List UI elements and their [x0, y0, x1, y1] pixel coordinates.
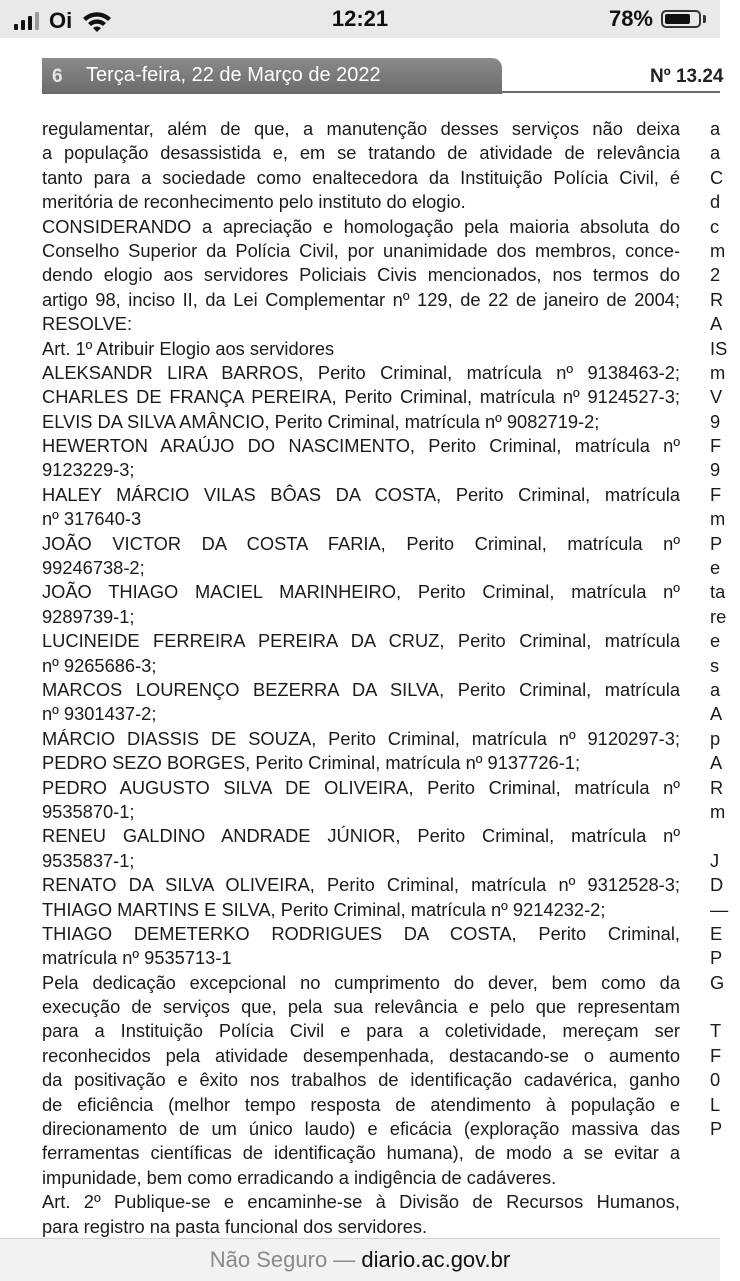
right-column-fragment: a: [710, 142, 721, 164]
right-column-fragment: R: [710, 776, 724, 798]
right-column-fragment: 9: [710, 459, 721, 481]
clock: 12:21: [331, 6, 389, 31]
right-column-fragment: P: [710, 532, 723, 554]
text-line: RESOLVE:: [42, 313, 133, 335]
main-text-column: [42, 117, 680, 1239]
page-number: 6: [52, 66, 63, 87]
right-column-fragment: 9: [710, 410, 721, 432]
url-domain: diario.ac.gov.br: [361, 1247, 511, 1272]
text-line: execução de serviços que, pela sua relevância e pelo que representam: [42, 996, 680, 1018]
right-column-fragment: m: [710, 508, 726, 530]
text-line: PEDRO SEZO BORGES, Perito Criminal, matrícula nº 9137726-1;: [42, 752, 581, 774]
battery-icon: [661, 10, 701, 28]
right-column-fragment: F: [710, 435, 722, 457]
right-column-fragment: e: [710, 630, 721, 652]
right-column-fragment: —: [710, 898, 729, 920]
right-column-fragment: E: [710, 922, 723, 944]
text-line: Art. 1º Atribuir Elogio aos servidores: [42, 337, 335, 359]
right-column-fragment: C: [710, 166, 724, 188]
right-column-fragment: ta: [710, 581, 726, 603]
text-line: 9535837-1;: [42, 849, 135, 871]
right-column-fragment: m: [710, 239, 726, 261]
text-line: meritória de reconhecimento pelo instituto do elogio.: [42, 191, 466, 213]
right-column-fragment: a: [710, 678, 721, 700]
text-line: da positivação e êxito nos trabalhos de identificação cadavérica, ganho: [42, 1069, 680, 1091]
text-line: 9535870-1;: [42, 800, 135, 822]
right-column-fragment: re: [710, 605, 727, 627]
right-column-fragment: m: [710, 361, 726, 383]
text-line: JOÃO THIAGO MACIEL MARINHEIRO, Perito Criminal, matrícula nº: [42, 581, 680, 603]
text-line: 9123229-3;: [42, 459, 135, 481]
text-line: RENEU GALDINO ANDRADE JÚNIOR, Perito Criminal, matrícula nº: [42, 825, 680, 847]
right-text-column: [710, 117, 740, 1141]
text-line: Pela dedicação excepcional no cumprimento do dever, bem como da: [42, 971, 680, 993]
text-line: Art. 2º Publique-se e encaminhe-se à Divisão de Recursos Humanos,: [42, 1191, 680, 1213]
right-column-fragment: IS: [710, 337, 728, 359]
right-column-fragment: T: [710, 1020, 722, 1042]
right-column-fragment: G: [710, 971, 725, 993]
text-line: para registro na pasta funcional dos servidores.: [42, 1215, 428, 1237]
carrier-name: Oi: [49, 8, 73, 33]
right-column-fragment: e: [710, 557, 721, 579]
text-line: 9289739-1;: [42, 605, 135, 627]
text-line: HEWERTON ARAÚJO DO NASCIMENTO, Perito Criminal, matrícula nº: [42, 435, 680, 457]
text-line: ELVIS DA SILVA AMÂNCIO, Perito Criminal, matrícula nº 9082719-2;: [42, 410, 600, 432]
text-line: MARCOS LOURENÇO BEZERRA DA SILVA, Perito Criminal, matrícula: [42, 678, 680, 700]
right-column-fragment: V: [710, 386, 723, 408]
text-line: Conselho Superior da Polícia Civil, por unanimidade dos membros, conce-: [42, 239, 680, 261]
right-column-fragment: m: [710, 800, 726, 822]
battery-cap: [703, 15, 706, 23]
right-column-fragment: J: [710, 849, 720, 871]
right-column-fragment: F: [710, 1044, 722, 1066]
right-column-fragment: P: [710, 1118, 723, 1140]
right-column-fragment: L: [710, 1093, 721, 1115]
text-line: THIAGO DEMETERKO RODRIGUES DA COSTA, Perito Criminal,: [42, 922, 680, 944]
text-line: PEDRO AUGUSTO SILVA DE OLIVEIRA, Perito Criminal, matrícula nº: [42, 776, 680, 798]
battery-level-fill: [665, 14, 690, 24]
text-line: a população desassistida e, em se tratando de atividade de relevância: [42, 142, 680, 164]
publication-date: Terça-feira, 22 de Março de 2022: [86, 64, 381, 86]
text-line: JOÃO VICTOR DA COSTA FARIA, Perito Criminal, matrícula nº: [42, 532, 680, 554]
status-bar: [0, 0, 720, 38]
text-line: matrícula nº 9535713-1: [42, 947, 232, 969]
right-column-fragment: p: [710, 727, 721, 749]
right-column-fragment: 2: [710, 264, 721, 286]
text-line: ferramentas científicas de identificação humana), de modo a se evitar a: [42, 1142, 680, 1164]
right-column-fragment: A: [710, 752, 723, 774]
text-line: tanto para a sociedade como enaltecedora da Instituição Polícia Civil, é: [42, 166, 680, 188]
right-column-fragment: a: [710, 118, 721, 139]
text-line: dendo elogio aos servidores Policiais Civis mencionados, nos termos do: [42, 264, 680, 286]
text-line: nº 9265686-3;: [42, 654, 157, 676]
text-line: nº 317640-3: [42, 508, 142, 530]
right-column-fragment: D: [710, 874, 724, 896]
document-page[interactable]: [0, 38, 729, 1238]
text-line: MÁRCIO DIASSIS DE SOUZA, Perito Criminal, matrícula nº 9120297-3;: [42, 727, 680, 749]
text-line: LUCINEIDE FERREIRA PEREIRA DA CRUZ, Perito Criminal, matrícula: [42, 630, 680, 652]
text-line: CONSIDERANDO a apreciação e homologação pela maioria absoluta do: [42, 215, 680, 237]
right-column-fragment: [710, 824, 740, 848]
right-column-fragment: s: [710, 654, 720, 676]
text-line: CHARLES DE FRANÇA PEREIRA, Perito Criminal, matrícula nº 9124527-3;: [42, 386, 680, 408]
text-line: regulamentar, além de que, a manutenção desses serviços não deixa: [42, 118, 680, 139]
text-line: para a Instituição Polícia Civil e para a coletividade, mereçam ser: [42, 1020, 680, 1042]
text-line: ALEKSANDR LIRA BARROS, Perito Criminal, matrícula nº 9138463-2;: [42, 361, 680, 383]
right-column-fragment: c: [710, 215, 720, 237]
text-line: de eficiência (melhor tempo resposta de atendimento à população e: [42, 1093, 680, 1115]
text-line: THIAGO MARTINS E SILVA, Perito Criminal, matrícula nº 9214232-2;: [42, 898, 606, 920]
text-line: 99246738-2;: [42, 557, 145, 579]
header-divider: [500, 91, 720, 93]
text-line: RENATO DA SILVA OLIVEIRA, Perito Criminal, matrícula nº 9312528-3;: [42, 874, 680, 896]
text-line: impunidade, bem como erradicando a indigência de cadáveres.: [42, 1166, 557, 1188]
right-column-fragment: A: [710, 703, 723, 725]
text-line: direcionamento de um único laudo) e eficácia (exploração massiva das: [42, 1118, 680, 1140]
text-line: reconhecidos pela atividade desempenhada, destacando-se o aumento: [42, 1044, 680, 1066]
text-line: artigo 98, inciso II, da Lei Complementar nº 129, de 22 de janeiro de 2004;: [42, 288, 680, 310]
right-column-fragment: [710, 995, 740, 1019]
right-column-fragment: A: [710, 313, 723, 335]
text-line: HALEY MÁRCIO VILAS BÔAS DA COSTA, Perito Criminal, matrícula: [42, 483, 680, 505]
edition-number: Nº 13.24: [650, 66, 724, 87]
address-bar[interactable]: [0, 1238, 720, 1281]
right-column-fragment: 0: [710, 1069, 721, 1091]
not-secure-label: Não Seguro —: [209, 1247, 362, 1272]
battery-percentage: 78%: [608, 6, 653, 31]
right-column-fragment: F: [710, 483, 722, 505]
text-line: nº 9301437-2;: [42, 703, 157, 725]
right-column-fragment: P: [710, 947, 723, 969]
right-column-fragment: d: [710, 191, 721, 213]
right-column-fragment: R: [710, 288, 724, 310]
